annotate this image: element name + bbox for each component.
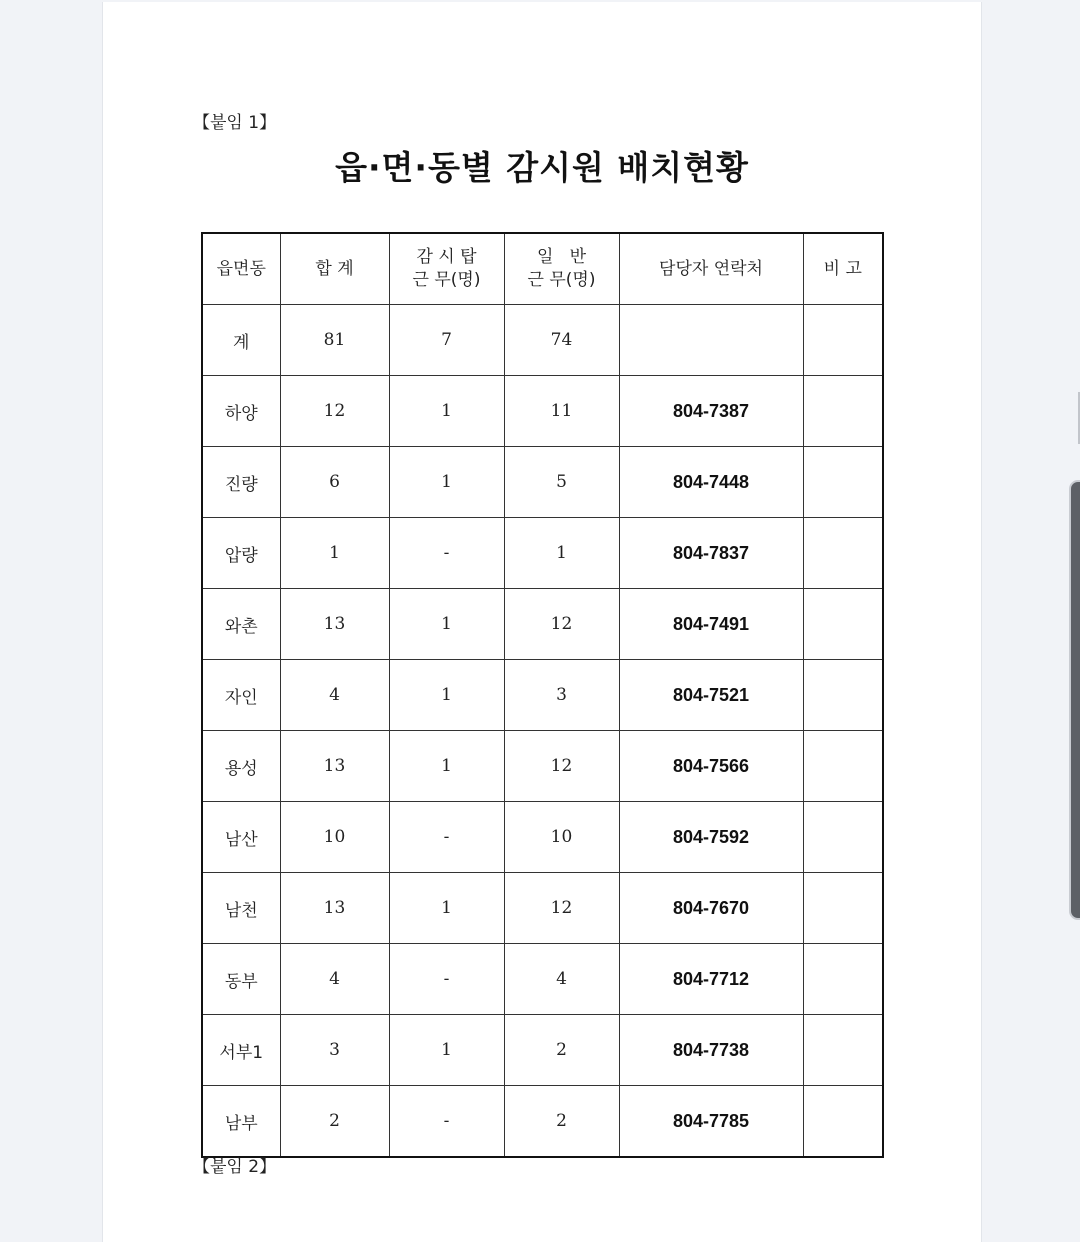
cell-tower: 1 [389, 1015, 504, 1086]
table-row [202, 873, 883, 944]
header-tower [389, 233, 504, 305]
cell-remarks [803, 1015, 883, 1086]
cell-tower: 1 [389, 589, 504, 660]
table-row [202, 944, 883, 1015]
table-row [202, 305, 883, 376]
attachment-label-bottom: 【붙임 2】 [193, 1157, 277, 1177]
cell-contact: 804-7448 [619, 447, 803, 518]
table-row [202, 376, 883, 447]
document-title: 읍·면·동별 감시원 배치현황 [335, 148, 749, 187]
header-general-line1: 일 반 [536, 247, 587, 267]
cell-tower: - [389, 518, 504, 589]
header-general [504, 233, 619, 305]
cell-total: 12 [280, 376, 389, 447]
cell-general: 12 [504, 873, 619, 944]
header-total: 합 계 [280, 233, 389, 305]
table-row [202, 660, 883, 731]
cell-remarks [803, 589, 883, 660]
cell-contact: 804-7521 [619, 660, 803, 731]
cell-remarks [803, 518, 883, 589]
cell-general: 12 [504, 589, 619, 660]
cell-district: 압량 [202, 518, 280, 589]
cell-district: 남천 [202, 873, 280, 944]
cell-tower: - [389, 1086, 504, 1158]
cell-total: 2 [280, 1086, 389, 1158]
cell-contact: 804-7566 [619, 731, 803, 802]
cell-contact: 804-7491 [619, 589, 803, 660]
cell-general: 2 [504, 1015, 619, 1086]
cell-contact [619, 305, 803, 376]
cell-remarks [803, 731, 883, 802]
cell-general: 12 [504, 731, 619, 802]
cell-tower: - [389, 802, 504, 873]
cell-total: 4 [280, 660, 389, 731]
cell-district: 남산 [202, 802, 280, 873]
cell-general: 3 [504, 660, 619, 731]
cell-district: 용성 [202, 731, 280, 802]
cell-general: 2 [504, 1086, 619, 1158]
cell-total: 13 [280, 873, 389, 944]
table-row [202, 518, 883, 589]
table-row [202, 447, 883, 518]
cell-remarks [803, 1086, 883, 1158]
cell-general: 11 [504, 376, 619, 447]
cell-contact: 804-7712 [619, 944, 803, 1015]
header-tower-line2: 근 무(명) [412, 270, 481, 290]
cell-contact: 804-7592 [619, 802, 803, 873]
table-row [202, 802, 883, 873]
cell-district: 동부 [202, 944, 280, 1015]
cell-total: 10 [280, 802, 389, 873]
scrollbar-handle[interactable] [1069, 480, 1080, 920]
cell-district: 와촌 [202, 589, 280, 660]
cell-contact: 804-7738 [619, 1015, 803, 1086]
table-header [202, 233, 883, 305]
cell-contact: 804-7837 [619, 518, 803, 589]
cell-remarks [803, 305, 883, 376]
cell-district: 진량 [202, 447, 280, 518]
cell-general: 4 [504, 944, 619, 1015]
cell-remarks [803, 376, 883, 447]
table-row [202, 731, 883, 802]
cell-general: 74 [504, 305, 619, 376]
cell-total: 1 [280, 518, 389, 589]
cell-remarks [803, 802, 883, 873]
cell-total: 81 [280, 305, 389, 376]
monitor-roster-table [201, 232, 884, 1158]
cell-tower: 1 [389, 376, 504, 447]
cell-remarks [803, 447, 883, 518]
cell-tower: 7 [389, 305, 504, 376]
cell-general: 5 [504, 447, 619, 518]
cell-tower: 1 [389, 447, 504, 518]
cell-general: 10 [504, 802, 619, 873]
cell-district: 남부 [202, 1086, 280, 1158]
cell-tower: - [389, 944, 504, 1015]
cell-total: 4 [280, 944, 389, 1015]
document-page [102, 2, 982, 1242]
cell-district: 자인 [202, 660, 280, 731]
cell-remarks [803, 660, 883, 731]
table-body [202, 305, 883, 1158]
table-row [202, 1086, 883, 1158]
cell-remarks [803, 944, 883, 1015]
cell-remarks [803, 873, 883, 944]
cell-general: 1 [504, 518, 619, 589]
header-contact: 담당자 연락처 [619, 233, 803, 305]
header-tower-line1: 감 시 탑 [416, 247, 477, 267]
cell-contact: 804-7670 [619, 873, 803, 944]
cell-total: 6 [280, 447, 389, 518]
cell-total: 13 [280, 589, 389, 660]
attachment-label-top: 【붙임 1】 [193, 113, 277, 133]
header-general-line2: 근 무(명) [527, 270, 596, 290]
header-district: 읍면동 [202, 233, 280, 305]
header-row [202, 233, 883, 305]
cell-contact: 804-7785 [619, 1086, 803, 1158]
cell-contact: 804-7387 [619, 376, 803, 447]
table-row [202, 1015, 883, 1086]
header-remarks: 비 고 [803, 233, 883, 305]
cell-tower: 1 [389, 660, 504, 731]
cell-district: 계 [202, 305, 280, 376]
cell-total: 13 [280, 731, 389, 802]
cell-tower: 1 [389, 731, 504, 802]
cell-district: 서부1 [202, 1015, 280, 1086]
cell-district: 하양 [202, 376, 280, 447]
table-row [202, 589, 883, 660]
cell-tower: 1 [389, 873, 504, 944]
cell-total: 3 [280, 1015, 389, 1086]
